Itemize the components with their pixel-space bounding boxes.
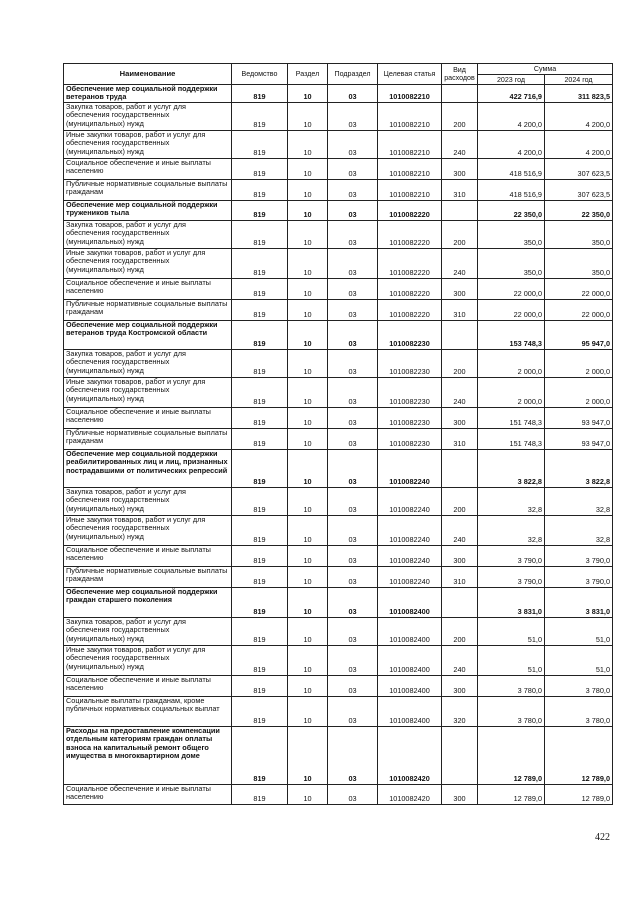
row-podrazdel: 03 — [328, 645, 378, 675]
row-sum-2024: 3 831,0 — [545, 587, 613, 617]
row-razdel: 10 — [288, 545, 328, 566]
row-sum-2024: 311 823,5 — [545, 85, 613, 103]
header-summa: Сумма — [478, 64, 613, 75]
row-vid: 310 — [442, 179, 478, 200]
table-row — [64, 248, 613, 278]
table-row — [64, 587, 613, 617]
row-sum-2024: 51,0 — [545, 645, 613, 675]
row-vedomstvo: 819 — [232, 377, 288, 407]
table-row — [64, 278, 613, 299]
row-vid — [442, 587, 478, 617]
row-sum-2024: 93 947,0 — [545, 428, 613, 449]
row-name: Социальное обеспечение и иные выплаты населению — [64, 675, 232, 696]
row-sum-2024: 12 789,0 — [545, 726, 613, 784]
row-razdel: 10 — [288, 179, 328, 200]
row-sum-2024: 32,8 — [545, 487, 613, 515]
row-name: Социальные выплаты гражданам, кроме публичных нормативных социальных выплат — [64, 696, 232, 726]
row-podrazdel: 03 — [328, 349, 378, 377]
row-podrazdel: 03 — [328, 487, 378, 515]
row-sum-2023: 22 350,0 — [478, 200, 545, 220]
row-vid: 240 — [442, 130, 478, 158]
row-sum-2024: 4 200,0 — [545, 130, 613, 158]
row-sum-2023: 12 789,0 — [478, 726, 545, 784]
row-vedomstvo: 819 — [232, 179, 288, 200]
row-statya: 1010082420 — [378, 726, 442, 784]
row-podrazdel: 03 — [328, 545, 378, 566]
row-name: Публичные нормативные социальные выплаты гражданам — [64, 428, 232, 449]
row-razdel: 10 — [288, 449, 328, 487]
row-statya: 1010082240 — [378, 515, 442, 545]
row-vid — [442, 726, 478, 784]
row-vid — [442, 449, 478, 487]
row-vid: 320 — [442, 696, 478, 726]
row-statya: 1010082220 — [378, 248, 442, 278]
row-vid: 300 — [442, 545, 478, 566]
row-vedomstvo: 819 — [232, 449, 288, 487]
row-sum-2024: 51,0 — [545, 617, 613, 645]
row-vedomstvo: 819 — [232, 726, 288, 784]
row-name: Социальное обеспечение и иные выплаты населению — [64, 784, 232, 804]
row-razdel: 10 — [288, 200, 328, 220]
row-name: Обеспечение мер социальной поддержки тружеников тыла — [64, 200, 232, 220]
row-vid — [442, 320, 478, 349]
row-podrazdel: 03 — [328, 726, 378, 784]
row-podrazdel: 03 — [328, 85, 378, 103]
row-razdel: 10 — [288, 407, 328, 428]
row-sum-2023: 2 000,0 — [478, 377, 545, 407]
row-razdel: 10 — [288, 696, 328, 726]
row-statya: 1010082240 — [378, 449, 442, 487]
table-row — [64, 377, 613, 407]
row-sum-2023: 3 780,0 — [478, 696, 545, 726]
row-vid: 240 — [442, 377, 478, 407]
row-vedomstvo: 819 — [232, 85, 288, 103]
row-razdel: 10 — [288, 428, 328, 449]
row-vid — [442, 85, 478, 103]
row-statya: 1010082400 — [378, 675, 442, 696]
row-sum-2024: 3 780,0 — [545, 675, 613, 696]
table-row — [64, 320, 613, 349]
row-razdel: 10 — [288, 566, 328, 587]
row-razdel: 10 — [288, 726, 328, 784]
row-sum-2024: 3 790,0 — [545, 566, 613, 587]
header-name: Наименование — [64, 64, 232, 85]
table-row — [64, 220, 613, 248]
row-name: Закупка товаров, работ и услуг для обеспечения государственных (муниципальных) нужд — [64, 102, 232, 130]
header-year-2024: 2024 год — [545, 75, 613, 85]
row-podrazdel: 03 — [328, 220, 378, 248]
row-sum-2023: 3 831,0 — [478, 587, 545, 617]
row-vid: 200 — [442, 349, 478, 377]
row-vid: 240 — [442, 248, 478, 278]
row-statya: 1010082210 — [378, 130, 442, 158]
row-vedomstvo: 819 — [232, 696, 288, 726]
row-podrazdel: 03 — [328, 299, 378, 320]
row-vedomstvo: 819 — [232, 299, 288, 320]
row-sum-2023: 2 000,0 — [478, 349, 545, 377]
row-sum-2023: 3 780,0 — [478, 675, 545, 696]
row-sum-2024: 307 623,5 — [545, 179, 613, 200]
row-name: Социальное обеспечение и иные выплаты населению — [64, 158, 232, 179]
table-row — [64, 545, 613, 566]
row-podrazdel: 03 — [328, 200, 378, 220]
table-row — [64, 566, 613, 587]
row-vedomstvo: 819 — [232, 545, 288, 566]
row-vid: 240 — [442, 645, 478, 675]
row-razdel: 10 — [288, 645, 328, 675]
header-statya: Целевая статья — [378, 64, 442, 85]
row-vedomstvo: 819 — [232, 487, 288, 515]
row-name: Иные закупки товаров, работ и услуг для обеспечения государственных (муниципальных) нужд — [64, 645, 232, 675]
row-sum-2023: 418 516,9 — [478, 158, 545, 179]
row-statya: 1010082240 — [378, 545, 442, 566]
row-podrazdel: 03 — [328, 407, 378, 428]
row-name: Иные закупки товаров, работ и услуг для обеспечения государственных (муниципальных) нужд — [64, 515, 232, 545]
row-razdel: 10 — [288, 487, 328, 515]
row-vedomstvo: 819 — [232, 784, 288, 804]
row-razdel: 10 — [288, 130, 328, 158]
row-razdel: 10 — [288, 158, 328, 179]
row-podrazdel: 03 — [328, 102, 378, 130]
row-sum-2023: 350,0 — [478, 220, 545, 248]
row-razdel: 10 — [288, 784, 328, 804]
row-name: Закупка товаров, работ и услуг для обеспечения государственных (муниципальных) нужд — [64, 487, 232, 515]
row-statya: 1010082400 — [378, 587, 442, 617]
row-name: Закупка товаров, работ и услуг для обеспечения государственных (муниципальных) нужд — [64, 617, 232, 645]
row-sum-2023: 151 748,3 — [478, 407, 545, 428]
table-row — [64, 726, 613, 784]
row-razdel: 10 — [288, 349, 328, 377]
row-statya: 1010082220 — [378, 220, 442, 248]
row-sum-2024: 307 623,5 — [545, 158, 613, 179]
row-podrazdel: 03 — [328, 158, 378, 179]
table-row — [64, 85, 613, 103]
row-name: Социальное обеспечение и иные выплаты населению — [64, 407, 232, 428]
row-vedomstvo: 819 — [232, 349, 288, 377]
row-statya: 1010082210 — [378, 85, 442, 103]
row-podrazdel: 03 — [328, 587, 378, 617]
row-sum-2024: 22 350,0 — [545, 200, 613, 220]
row-sum-2023: 32,8 — [478, 515, 545, 545]
row-vid — [442, 200, 478, 220]
table-row — [64, 515, 613, 545]
row-sum-2023: 4 200,0 — [478, 102, 545, 130]
row-statya: 1010082230 — [378, 428, 442, 449]
row-vid: 310 — [442, 428, 478, 449]
row-podrazdel: 03 — [328, 248, 378, 278]
row-razdel: 10 — [288, 102, 328, 130]
row-sum-2024: 4 200,0 — [545, 102, 613, 130]
header-vid: Вид расходов — [442, 64, 478, 85]
row-razdel: 10 — [288, 85, 328, 103]
row-statya: 1010082400 — [378, 617, 442, 645]
page-number: 422 — [595, 832, 610, 843]
row-name: Закупка товаров, работ и услуг для обеспечения государственных (муниципальных) нужд — [64, 220, 232, 248]
row-name: Закупка товаров, работ и услуг для обеспечения государственных (муниципальных) нужд — [64, 349, 232, 377]
row-name: Социальное обеспечение и иные выплаты населению — [64, 545, 232, 566]
budget-page — [63, 63, 612, 805]
row-sum-2024: 22 000,0 — [545, 278, 613, 299]
row-sum-2024: 350,0 — [545, 248, 613, 278]
table-row — [64, 617, 613, 645]
row-razdel: 10 — [288, 675, 328, 696]
row-podrazdel: 03 — [328, 377, 378, 407]
table-row — [64, 675, 613, 696]
table-row — [64, 349, 613, 377]
header-razdel: Раздел — [288, 64, 328, 85]
row-vedomstvo: 819 — [232, 515, 288, 545]
row-statya: 1010082420 — [378, 784, 442, 804]
table-row — [64, 179, 613, 200]
row-vedomstvo: 819 — [232, 566, 288, 587]
table-row — [64, 407, 613, 428]
table-row — [64, 784, 613, 804]
row-vid: 300 — [442, 675, 478, 696]
row-vedomstvo: 819 — [232, 675, 288, 696]
row-name: Иные закупки товаров, работ и услуг для обеспечения государственных (муниципальных) нужд — [64, 377, 232, 407]
row-sum-2024: 95 947,0 — [545, 320, 613, 349]
row-name: Иные закупки товаров, работ и услуг для обеспечения государственных (муниципальных) нужд — [64, 248, 232, 278]
row-statya: 1010082230 — [378, 349, 442, 377]
table-row — [64, 158, 613, 179]
row-vedomstvo: 819 — [232, 407, 288, 428]
row-podrazdel: 03 — [328, 515, 378, 545]
table-row — [64, 428, 613, 449]
row-razdel: 10 — [288, 220, 328, 248]
row-vedomstvo: 819 — [232, 645, 288, 675]
row-sum-2023: 22 000,0 — [478, 278, 545, 299]
row-vid: 300 — [442, 278, 478, 299]
row-vid: 200 — [442, 617, 478, 645]
row-razdel: 10 — [288, 377, 328, 407]
row-sum-2024: 93 947,0 — [545, 407, 613, 428]
row-name: Обеспечение мер социальной поддержки ветеранов труда Костромской области — [64, 320, 232, 349]
row-sum-2023: 422 716,9 — [478, 85, 545, 103]
row-razdel: 10 — [288, 617, 328, 645]
row-statya: 1010082240 — [378, 566, 442, 587]
row-vedomstvo: 819 — [232, 428, 288, 449]
row-vedomstvo: 819 — [232, 130, 288, 158]
row-vid: 300 — [442, 407, 478, 428]
row-statya: 1010082240 — [378, 487, 442, 515]
row-sum-2023: 51,0 — [478, 645, 545, 675]
row-vid: 200 — [442, 220, 478, 248]
row-vid: 300 — [442, 158, 478, 179]
row-sum-2023: 350,0 — [478, 248, 545, 278]
row-razdel: 10 — [288, 299, 328, 320]
row-sum-2024: 12 789,0 — [545, 784, 613, 804]
table-row — [64, 102, 613, 130]
row-vedomstvo: 819 — [232, 158, 288, 179]
row-sum-2024: 32,8 — [545, 515, 613, 545]
row-razdel: 10 — [288, 278, 328, 299]
row-name: Социальное обеспечение и иные выплаты населению — [64, 278, 232, 299]
row-vid: 200 — [442, 487, 478, 515]
table-row — [64, 299, 613, 320]
row-sum-2024: 3 790,0 — [545, 545, 613, 566]
header-podrazdel: Подраздел — [328, 64, 378, 85]
row-podrazdel: 03 — [328, 179, 378, 200]
table-row — [64, 487, 613, 515]
row-sum-2023: 153 748,3 — [478, 320, 545, 349]
row-vid: 300 — [442, 784, 478, 804]
row-vid: 310 — [442, 566, 478, 587]
row-sum-2023: 151 748,3 — [478, 428, 545, 449]
row-statya: 1010082230 — [378, 407, 442, 428]
row-sum-2023: 3 790,0 — [478, 566, 545, 587]
row-sum-2024: 3 780,0 — [545, 696, 613, 726]
row-vedomstvo: 819 — [232, 200, 288, 220]
table-row — [64, 449, 613, 487]
table-body — [64, 85, 613, 805]
table-header — [64, 64, 613, 85]
row-sum-2023: 51,0 — [478, 617, 545, 645]
row-name: Обеспечение мер социальной поддержки ветеранов труда — [64, 85, 232, 103]
row-vid: 240 — [442, 515, 478, 545]
row-sum-2024: 3 822,8 — [545, 449, 613, 487]
table-row — [64, 696, 613, 726]
row-podrazdel: 03 — [328, 696, 378, 726]
table-row — [64, 130, 613, 158]
table-row — [64, 645, 613, 675]
row-vedomstvo: 819 — [232, 320, 288, 349]
row-podrazdel: 03 — [328, 617, 378, 645]
row-razdel: 10 — [288, 587, 328, 617]
row-sum-2023: 3 822,8 — [478, 449, 545, 487]
row-statya: 1010082210 — [378, 158, 442, 179]
row-sum-2024: 2 000,0 — [545, 349, 613, 377]
header-year-2023: 2023 год — [478, 75, 545, 85]
row-name: Обеспечение мер социальной поддержки реабилитированных лиц и лиц, признанных пострадавшими от политических репрессий — [64, 449, 232, 487]
row-podrazdel: 03 — [328, 320, 378, 349]
row-podrazdel: 03 — [328, 449, 378, 487]
budget-table — [63, 63, 613, 805]
row-sum-2023: 22 000,0 — [478, 299, 545, 320]
row-razdel: 10 — [288, 515, 328, 545]
row-sum-2023: 4 200,0 — [478, 130, 545, 158]
row-podrazdel: 03 — [328, 278, 378, 299]
header-vedomstvo: Ведомство — [232, 64, 288, 85]
row-name: Расходы на предоставление компенсации отдельным категориям граждан оплаты взноса на капитальный ремонт общего имущества в многоквартирном доме — [64, 726, 232, 784]
row-razdel: 10 — [288, 248, 328, 278]
row-vedomstvo: 819 — [232, 617, 288, 645]
row-vid: 200 — [442, 102, 478, 130]
row-vid: 310 — [442, 299, 478, 320]
row-statya: 1010082230 — [378, 377, 442, 407]
row-statya: 1010082210 — [378, 179, 442, 200]
row-statya: 1010082220 — [378, 278, 442, 299]
row-statya: 1010082220 — [378, 200, 442, 220]
row-name: Публичные нормативные социальные выплаты гражданам — [64, 566, 232, 587]
row-podrazdel: 03 — [328, 675, 378, 696]
row-statya: 1010082210 — [378, 102, 442, 130]
row-statya: 1010082400 — [378, 645, 442, 675]
row-sum-2024: 22 000,0 — [545, 299, 613, 320]
row-podrazdel: 03 — [328, 428, 378, 449]
row-podrazdel: 03 — [328, 784, 378, 804]
row-name: Публичные нормативные социальные выплаты гражданам — [64, 299, 232, 320]
row-sum-2024: 2 000,0 — [545, 377, 613, 407]
row-statya: 1010082400 — [378, 696, 442, 726]
row-statya: 1010082220 — [378, 299, 442, 320]
row-statya: 1010082230 — [378, 320, 442, 349]
row-sum-2023: 418 516,9 — [478, 179, 545, 200]
row-sum-2024: 350,0 — [545, 220, 613, 248]
row-name: Обеспечение мер социальной поддержки граждан старшего поколения — [64, 587, 232, 617]
row-podrazdel: 03 — [328, 566, 378, 587]
row-podrazdel: 03 — [328, 130, 378, 158]
row-razdel: 10 — [288, 320, 328, 349]
row-vedomstvo: 819 — [232, 248, 288, 278]
row-name: Публичные нормативные социальные выплаты гражданам — [64, 179, 232, 200]
row-sum-2023: 3 790,0 — [478, 545, 545, 566]
row-name: Иные закупки товаров, работ и услуг для обеспечения государственных (муниципальных) нужд — [64, 130, 232, 158]
row-vedomstvo: 819 — [232, 102, 288, 130]
row-vedomstvo: 819 — [232, 587, 288, 617]
row-sum-2023: 12 789,0 — [478, 784, 545, 804]
row-vedomstvo: 819 — [232, 220, 288, 248]
table-row — [64, 200, 613, 220]
row-vedomstvo: 819 — [232, 278, 288, 299]
row-sum-2023: 32,8 — [478, 487, 545, 515]
